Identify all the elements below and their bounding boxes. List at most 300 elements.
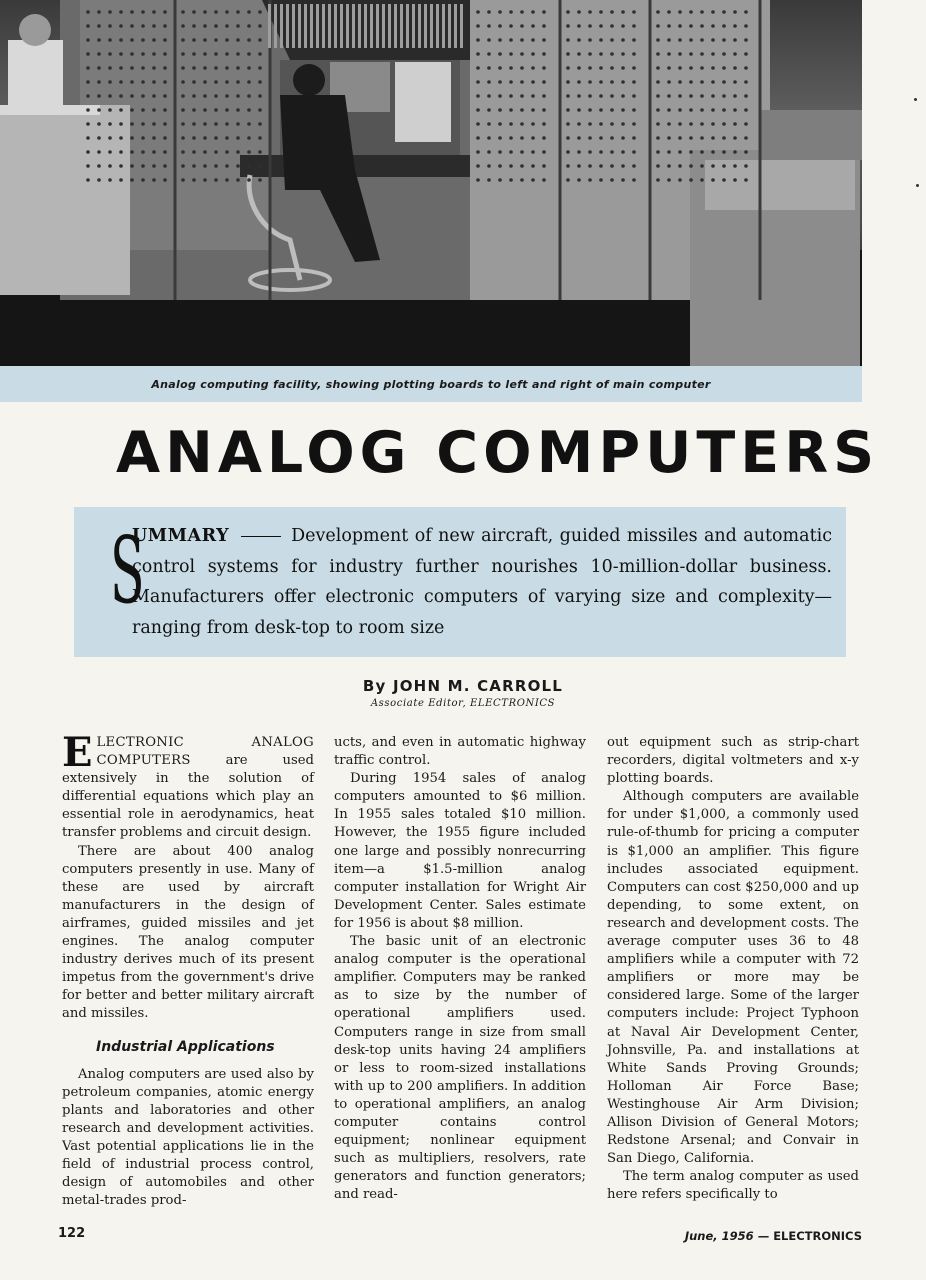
panel-knob	[225, 94, 229, 98]
panel-knob	[163, 164, 167, 168]
patch-panel-column	[370, 4, 373, 48]
panel-knob	[119, 24, 123, 28]
panel-knob	[214, 66, 218, 70]
panel-knob	[667, 108, 671, 112]
panel-knob	[487, 178, 491, 182]
panel-knob	[632, 150, 636, 154]
panel-knob	[86, 38, 90, 42]
patch-panel-column	[412, 4, 415, 48]
panel-knob	[632, 66, 636, 70]
panel-knob	[192, 94, 196, 98]
panel-knob	[86, 122, 90, 126]
panel-knob	[667, 80, 671, 84]
panel-knob	[141, 108, 145, 112]
panel-knob	[119, 80, 123, 84]
panel-knob	[744, 136, 748, 140]
panel-knob	[621, 94, 625, 98]
panel-knob	[566, 24, 570, 28]
panel-knob	[86, 178, 90, 182]
panel-knob	[130, 94, 134, 98]
panel-knob	[192, 178, 196, 182]
panel-knob	[722, 80, 726, 84]
panel-knob	[203, 122, 207, 126]
panel-knob	[722, 164, 726, 168]
panel-knob	[610, 178, 614, 182]
panel-knob	[498, 52, 502, 56]
panel-knob	[119, 136, 123, 140]
panel-knob	[678, 178, 682, 182]
panel-knob	[214, 122, 218, 126]
panel-knob	[152, 178, 156, 182]
panel-knob	[236, 122, 240, 126]
article-column-2	[334, 734, 586, 1204]
footer-separator: —	[753, 1229, 774, 1243]
panel-knob	[258, 94, 262, 98]
panel-knob	[130, 178, 134, 182]
panel-knob	[733, 66, 737, 70]
panel-knob	[520, 122, 524, 126]
panel-knob	[181, 66, 185, 70]
patch-panel-column	[274, 4, 277, 48]
panel-knob	[722, 150, 726, 154]
panel-knob	[577, 178, 581, 182]
panel-knob	[667, 94, 671, 98]
panel-knob	[689, 66, 693, 70]
panel-knob	[722, 108, 726, 112]
panel-knob	[86, 10, 90, 14]
panel-knob	[599, 122, 603, 126]
photo-caption-bar	[0, 366, 862, 402]
panel-knob	[733, 108, 737, 112]
panel-knob	[509, 38, 513, 42]
panel-knob	[258, 80, 262, 84]
panel-knob	[247, 164, 251, 168]
panel-knob	[667, 38, 671, 42]
panel-knob	[610, 164, 614, 168]
paragraph: During 1954 sales of analog computers amounted to $6 million. In 1955 sales totaled $10 million. However, the 1955 figure included one large and possibly nonrecurring item—a $1.5-million analog computer installation for Wright Air Development Center. Sales estimate for 1956 is about $8 million.	[334, 771, 586, 931]
panel-knob	[509, 24, 513, 28]
lead-smallcaps: LECTRONIC ANALOG COMPUTERS	[96, 735, 314, 769]
panel-knob	[621, 150, 625, 154]
panel-knob	[181, 178, 185, 182]
panel-knob	[130, 108, 134, 112]
panel-knob	[214, 150, 218, 154]
panel-knob	[247, 150, 251, 154]
panel-knob	[476, 24, 480, 28]
panel-knob	[621, 178, 625, 182]
panel-knob	[542, 52, 546, 56]
patch-panel-column	[310, 4, 313, 48]
panel-knob	[476, 80, 480, 84]
panel-knob	[487, 38, 491, 42]
panel-knob	[97, 122, 101, 126]
panel-knob	[678, 66, 682, 70]
panel-knob	[700, 66, 704, 70]
panel-knob	[203, 24, 207, 28]
panel-knob	[667, 122, 671, 126]
panel-knob	[203, 80, 207, 84]
panel-knob	[531, 94, 535, 98]
patch-panel-column	[436, 4, 439, 48]
panel-knob	[214, 10, 218, 14]
panel-knob	[667, 24, 671, 28]
byline-title: Associate Editor, ELECTRONICS	[370, 698, 556, 709]
panel-knob	[632, 136, 636, 140]
panel-knob	[498, 94, 502, 98]
panel-knob	[520, 66, 524, 70]
panel-knob	[632, 24, 636, 28]
panel-knob	[247, 80, 251, 84]
panel-knob	[119, 66, 123, 70]
panel-knob	[689, 136, 693, 140]
panel-knob	[225, 52, 229, 56]
panel-knob	[656, 122, 660, 126]
panel-knob	[621, 66, 625, 70]
patch-panel-column	[406, 4, 409, 48]
panel-knob	[236, 164, 240, 168]
patch-panel-column	[322, 4, 325, 48]
panel-knob	[744, 94, 748, 98]
panel-knob	[509, 164, 513, 168]
panel-knob	[588, 164, 592, 168]
panel-knob	[588, 94, 592, 98]
panel-knob	[744, 150, 748, 154]
panel-knob	[733, 52, 737, 56]
panel-knob	[531, 66, 535, 70]
panel-knob	[225, 136, 229, 140]
panel-knob	[141, 164, 145, 168]
panel-knob	[700, 38, 704, 42]
panel-knob	[203, 178, 207, 182]
panel-knob	[566, 164, 570, 168]
panel-knob	[733, 136, 737, 140]
panel-knob	[711, 164, 715, 168]
panel-knob	[203, 38, 207, 42]
panel-knob	[599, 66, 603, 70]
panel-knob	[225, 150, 229, 154]
panel-knob	[566, 66, 570, 70]
panel-knob	[531, 150, 535, 154]
patch-panel-column	[352, 4, 355, 48]
panel-knob	[733, 10, 737, 14]
panel-knob	[476, 136, 480, 140]
paragraph	[62, 729, 314, 843]
panel-knob	[163, 150, 167, 154]
article-column-3	[607, 734, 859, 1204]
panel-knob	[181, 24, 185, 28]
summary-text-block	[132, 521, 832, 643]
panel-knob	[566, 136, 570, 140]
panel-knob	[700, 164, 704, 168]
patch-panel-column	[316, 4, 319, 48]
panel-knob	[192, 136, 196, 140]
panel-knob	[203, 150, 207, 154]
panel-knob	[588, 66, 592, 70]
panel-knob	[498, 122, 502, 126]
panel-knob	[192, 150, 196, 154]
panel-knob	[498, 108, 502, 112]
panel-knob	[744, 108, 748, 112]
panel-knob	[476, 10, 480, 14]
issue-date: June, 1956	[684, 1229, 754, 1243]
panel-knob	[141, 150, 145, 154]
panel-knob	[632, 108, 636, 112]
panel-knob	[152, 52, 156, 56]
panel-knob	[711, 24, 715, 28]
panel-knob	[163, 136, 167, 140]
panel-knob	[531, 136, 535, 140]
panel-knob	[247, 108, 251, 112]
panel-knob	[86, 24, 90, 28]
panel-knob	[163, 94, 167, 98]
panel-knob	[610, 136, 614, 140]
panel-knob	[130, 164, 134, 168]
panel-knob	[632, 164, 636, 168]
patch-panel-column	[358, 4, 361, 48]
panel-knob	[476, 108, 480, 112]
panel-knob	[498, 150, 502, 154]
panel-knob	[181, 52, 185, 56]
panel-knob	[258, 108, 262, 112]
panel-knob	[577, 122, 581, 126]
panel-knob	[192, 38, 196, 42]
panel-knob	[97, 164, 101, 168]
panel-knob	[520, 10, 524, 14]
panel-knob	[97, 38, 101, 42]
panel-knob	[656, 24, 660, 28]
panel-knob	[192, 108, 196, 112]
paragraph: Analog computers are used also by petroleum companies, atomic energy plants and laboratories and other research and development activities. Vast potential applications lie in the field of industrial process control, design of automobiles and other metal-trades prod-	[62, 1066, 314, 1209]
panel-knob	[733, 150, 737, 154]
panel-knob	[86, 94, 90, 98]
panel-knob	[487, 52, 491, 56]
panel-knob	[97, 80, 101, 84]
panel-knob	[141, 66, 145, 70]
panel-knob	[599, 10, 603, 14]
panel-knob	[225, 24, 229, 28]
panel-knob	[236, 66, 240, 70]
article-column-1	[62, 729, 314, 1210]
panel-knob	[542, 150, 546, 154]
panel-knob	[203, 136, 207, 140]
panel-knob	[203, 164, 207, 168]
panel-knob	[588, 80, 592, 84]
panel-knob	[119, 108, 123, 112]
panel-knob	[711, 108, 715, 112]
paragraph: There are about 400 analog computers presently in use. Many of these are used by aircraft manufacturers in the design of airframes, guided missiles and jet engines. The analog computer industry derives much of its present impetus from the government's drive for better and better military aircraft and missiles.	[62, 843, 314, 1022]
panel-knob	[542, 108, 546, 112]
panel-knob	[258, 10, 262, 14]
panel-knob	[610, 94, 614, 98]
patch-panel-column	[388, 4, 391, 48]
panel-knob	[744, 24, 748, 28]
patch-panel-column	[286, 4, 289, 48]
panel-knob	[152, 122, 156, 126]
panel-knob	[163, 122, 167, 126]
panel-knob	[610, 10, 614, 14]
panel-knob	[577, 66, 581, 70]
panel-knob	[588, 136, 592, 140]
panel-knob	[656, 136, 660, 140]
panel-knob	[599, 38, 603, 42]
panel-knob	[509, 66, 513, 70]
patch-panel-column	[460, 4, 463, 48]
panel-knob	[487, 10, 491, 14]
panel-knob	[108, 136, 112, 140]
panel-knob	[678, 52, 682, 56]
panel-knob	[509, 94, 513, 98]
panel-knob	[225, 108, 229, 112]
panel-knob	[247, 178, 251, 182]
panel-knob	[577, 94, 581, 98]
patch-panel-column	[394, 4, 397, 48]
panel-knob	[130, 80, 134, 84]
panel-knob	[722, 178, 726, 182]
panel-knob	[247, 66, 251, 70]
panel-knob	[97, 24, 101, 28]
panel-knob	[119, 150, 123, 154]
panel-knob	[542, 164, 546, 168]
panel-knob	[509, 150, 513, 154]
panel-knob	[108, 150, 112, 154]
panel-knob	[722, 52, 726, 56]
panel-knob	[711, 178, 715, 182]
panel-knob	[108, 164, 112, 168]
panel-knob	[225, 10, 229, 14]
panel-knob	[192, 122, 196, 126]
margin-speck	[916, 184, 919, 187]
panel-knob	[632, 10, 636, 14]
panel-knob	[689, 38, 693, 42]
panel-knob	[163, 178, 167, 182]
panel-knob	[498, 136, 502, 140]
panel-knob	[509, 52, 513, 56]
panel-knob	[610, 24, 614, 28]
panel-knob	[667, 178, 671, 182]
panel-knob	[236, 108, 240, 112]
panel-knob	[203, 66, 207, 70]
panel-knob	[119, 94, 123, 98]
panel-knob	[152, 24, 156, 28]
panel-knob	[203, 10, 207, 14]
panel-knob	[678, 150, 682, 154]
panel-knob	[621, 164, 625, 168]
panel-knob	[163, 38, 167, 42]
summary-body: Development of new aircraft, guided missiles and automatic control systems for industry further nourishes 10-million-dollar business. Manufacturers offer electronic computers of varying size and complexity—ranging from desk-top to room size	[132, 526, 832, 638]
panel-knob	[610, 80, 614, 84]
panel-knob	[520, 38, 524, 42]
panel-knob	[108, 178, 112, 182]
patch-panel-column	[346, 4, 349, 48]
panel-knob	[621, 24, 625, 28]
patch-panel-column	[448, 4, 451, 48]
panel-knob	[487, 108, 491, 112]
panel-knob	[247, 94, 251, 98]
panel-knob	[542, 94, 546, 98]
panel-knob	[689, 178, 693, 182]
panel-knob	[258, 38, 262, 42]
panel-knob	[86, 52, 90, 56]
patch-panel-column	[376, 4, 379, 48]
panel-knob	[86, 108, 90, 112]
panel-knob	[152, 136, 156, 140]
panel-knob	[599, 150, 603, 154]
panel-knob	[531, 178, 535, 182]
panel-knob	[258, 66, 262, 70]
panel-knob	[656, 108, 660, 112]
panel-knob	[542, 24, 546, 28]
panel-knob	[520, 52, 524, 56]
panel-knob	[588, 178, 592, 182]
panel-knob	[711, 10, 715, 14]
panel-knob	[141, 10, 145, 14]
panel-knob	[700, 10, 704, 14]
panel-knob	[656, 66, 660, 70]
section-subhead: Industrial Applications	[96, 1038, 275, 1055]
panel-knob	[744, 122, 748, 126]
panel-knob	[531, 24, 535, 28]
patch-panel-column	[424, 4, 427, 48]
panel-knob	[214, 164, 218, 168]
panel-knob	[632, 178, 636, 182]
panel-knob	[599, 108, 603, 112]
panel-knob	[733, 94, 737, 98]
panel-knob	[744, 164, 748, 168]
patch-panel-column	[334, 4, 337, 48]
panel-knob	[214, 136, 218, 140]
panel-knob	[487, 150, 491, 154]
panel-knob	[181, 122, 185, 126]
panel-knob	[509, 108, 513, 112]
panel-knob	[487, 24, 491, 28]
hero-photo	[0, 0, 862, 368]
panel-knob	[689, 10, 693, 14]
panel-knob	[86, 150, 90, 154]
panel-knob	[577, 108, 581, 112]
panel-knob	[236, 52, 240, 56]
panel-knob	[542, 66, 546, 70]
page-number: 122	[58, 1226, 86, 1241]
panel-knob	[599, 178, 603, 182]
panel-knob	[119, 38, 123, 42]
panel-knob	[700, 108, 704, 112]
panel-knob	[152, 66, 156, 70]
panel-knob	[599, 164, 603, 168]
panel-knob	[678, 108, 682, 112]
panel-knob	[163, 24, 167, 28]
panel-knob	[531, 52, 535, 56]
panel-knob	[214, 38, 218, 42]
panel-knob	[163, 52, 167, 56]
panel-knob	[678, 136, 682, 140]
byline-author: By JOHN M. CARROLL	[362, 677, 564, 695]
panel-knob	[700, 94, 704, 98]
panel-knob	[689, 94, 693, 98]
panel-knob	[108, 52, 112, 56]
panel-knob	[97, 108, 101, 112]
panel-knob	[141, 24, 145, 28]
panel-knob	[487, 66, 491, 70]
panel-knob	[203, 52, 207, 56]
panel-knob	[476, 178, 480, 182]
panel-knob	[744, 38, 748, 42]
panel-knob	[531, 10, 535, 14]
panel-knob	[225, 38, 229, 42]
panel-knob	[566, 38, 570, 42]
panel-knob	[700, 80, 704, 84]
panel-knob	[566, 10, 570, 14]
panel-knob	[621, 80, 625, 84]
